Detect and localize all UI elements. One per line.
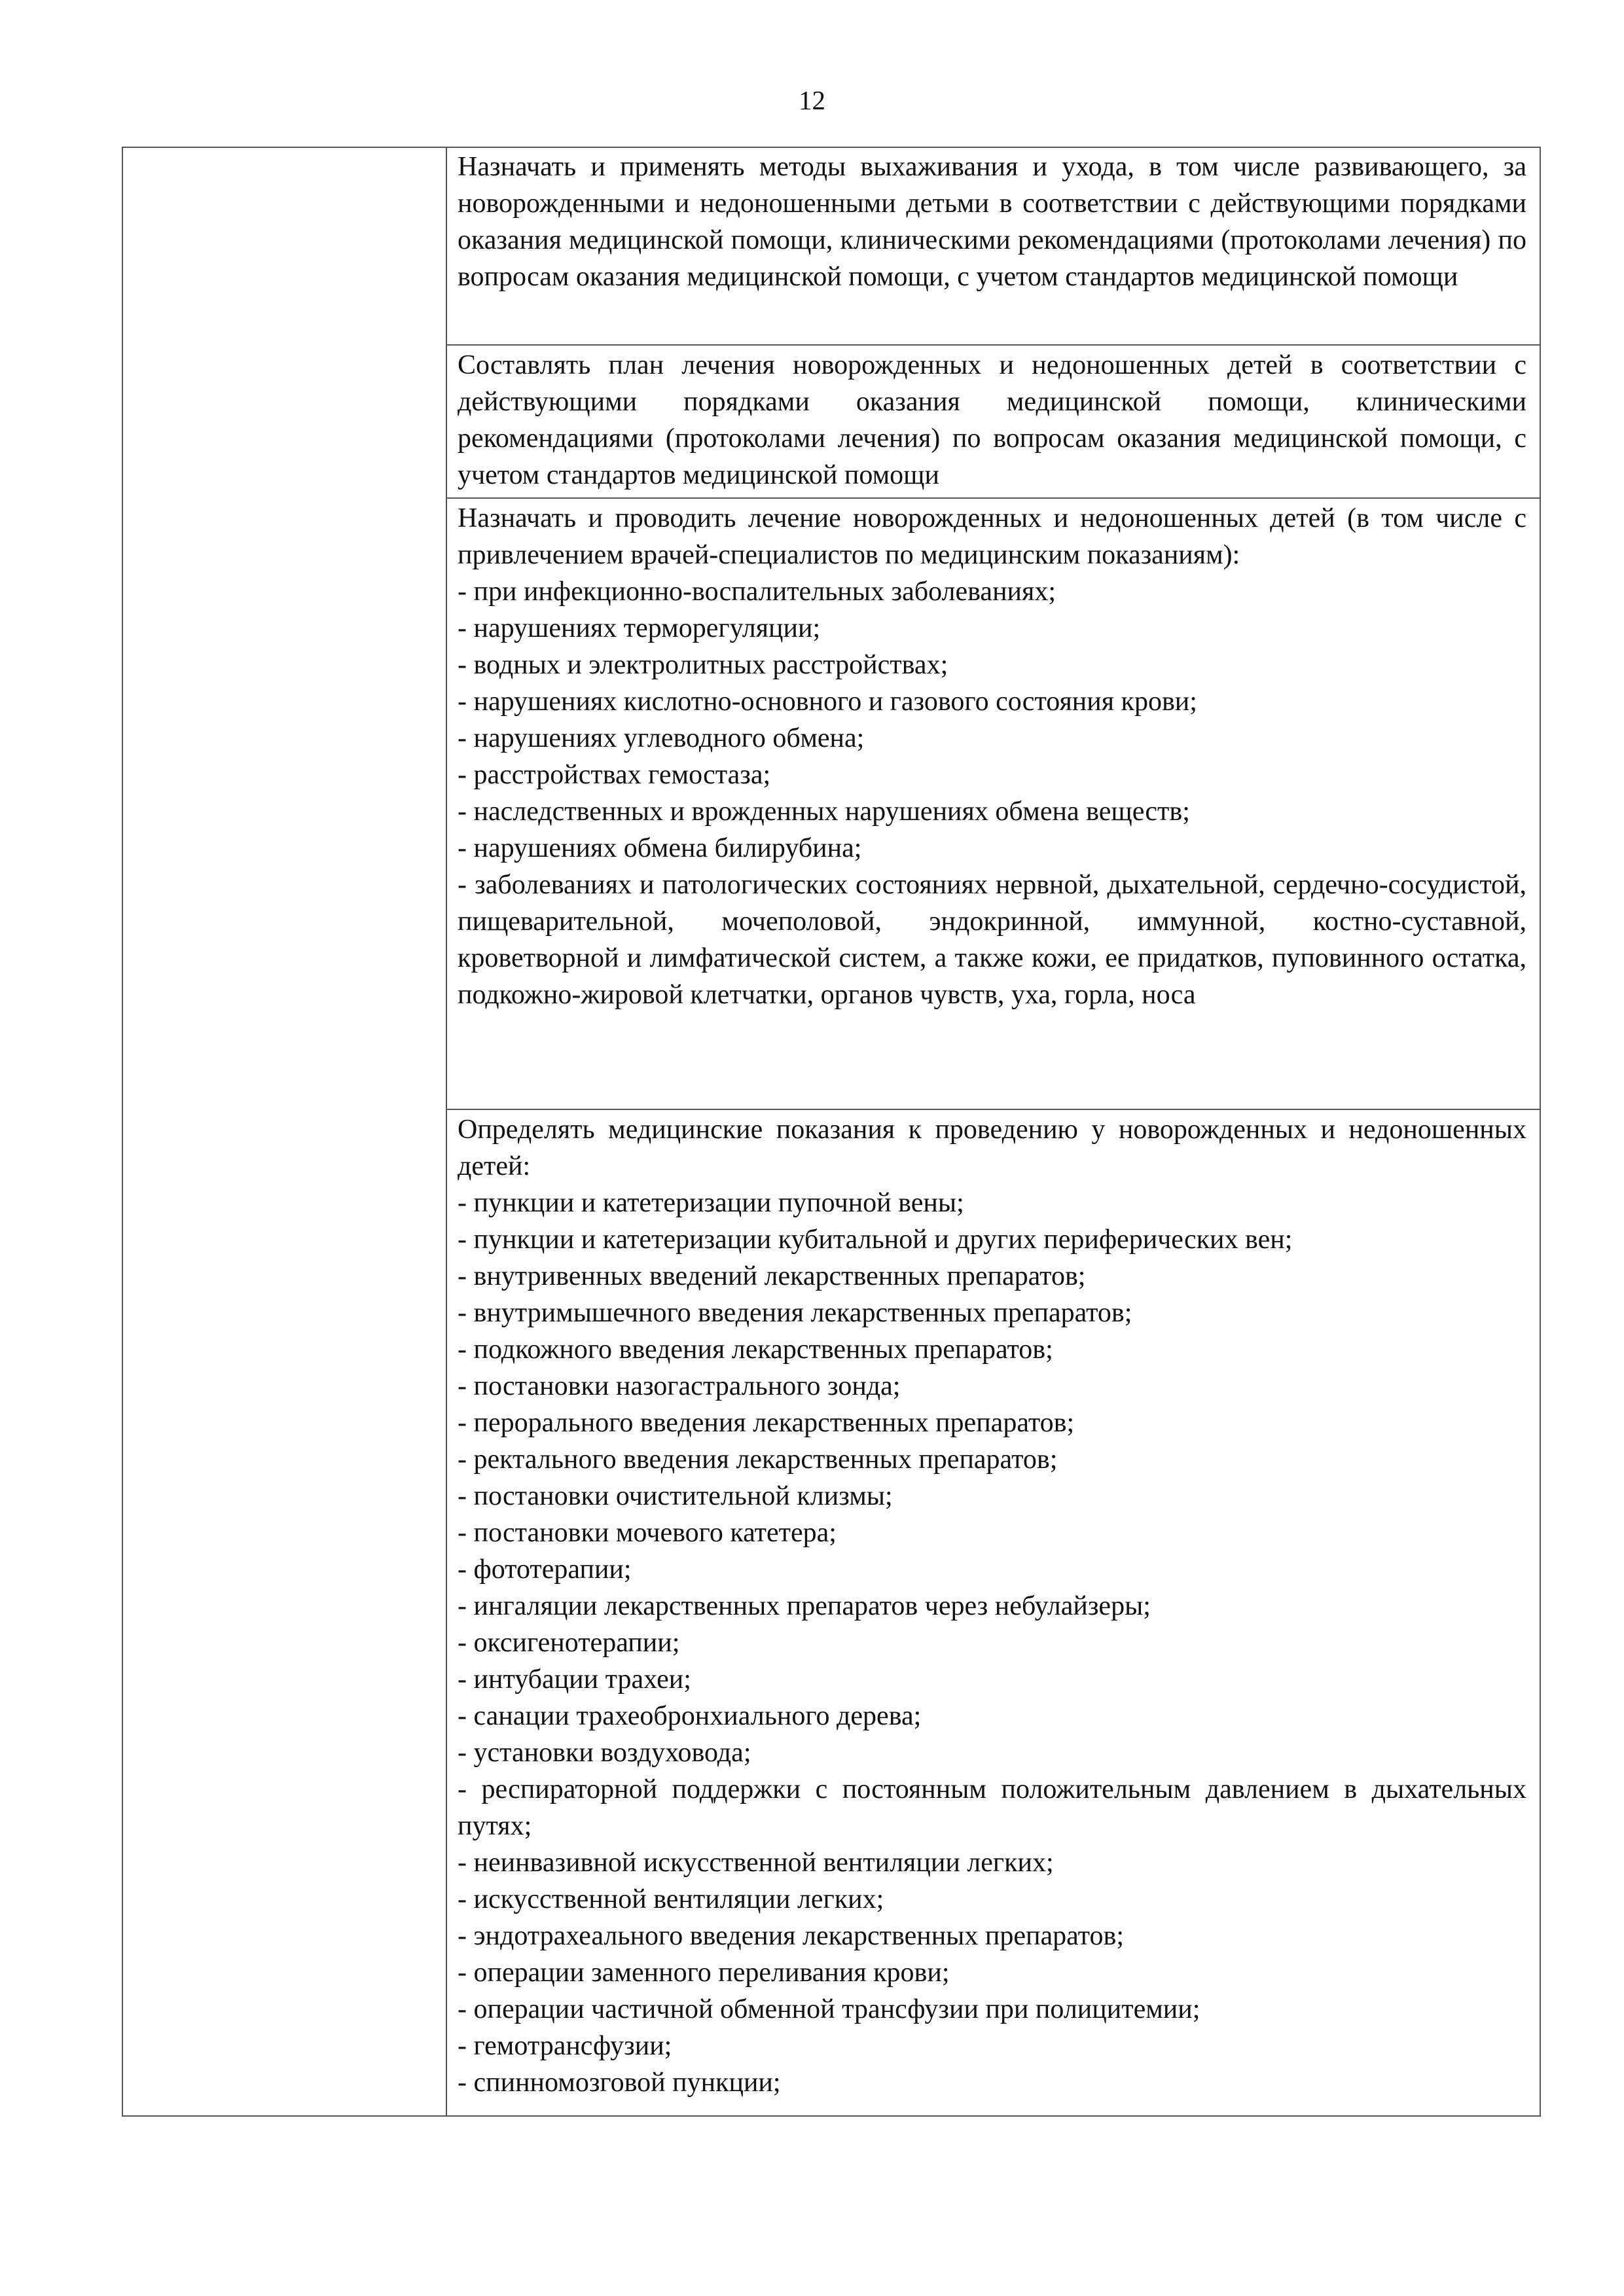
document-table <box>122 147 1541 2117</box>
list-item: - операции заменного переливания крови; <box>458 1958 950 1988</box>
page-number: 12 <box>799 85 825 115</box>
table-right-column <box>447 148 1541 2115</box>
list-item: - искусственной вентиляции легких; <box>458 1884 884 1914</box>
table-row <box>447 148 1541 346</box>
list-item: - эндотрахеального введения лекарственных препаратов; <box>458 1921 1124 1951</box>
list-item: - постановки назогастрального зонда; <box>458 1371 901 1401</box>
table-row <box>447 346 1541 499</box>
list-item: - нарушениях углеводного обмена; <box>458 723 865 753</box>
list-item: - нарушениях обмена билирубина; <box>458 833 862 863</box>
list-item: - пункции и катетеризации кубитальной и других периферических вен; <box>458 1225 1293 1255</box>
row-middle: - респираторной поддержки с постоянным положительным давлением в дыхательных путях; <box>458 1774 1526 1841</box>
list-item: - расстройствах гемостаза; <box>458 760 771 790</box>
list-item: - фототерапии; <box>458 1554 632 1585</box>
row-text: Назначать и применять методы выхаживания и ухода, в том числе развивающего, за новорожденными и недоношенными детьми в соответствии с действующими порядками оказания медицинской помощи, клиническими рекомендациями (протоколами лечения) по вопросам оказания медицинской помощи, с учетом стандартов медицинской помощи <box>458 152 1526 292</box>
list-item: - постановки мочевого катетера; <box>458 1518 837 1548</box>
list-item: - подкожного введения лекарственных препаратов; <box>458 1335 1053 1365</box>
list-item: - неинвазивной искусственной вентиляции легких; <box>458 1848 1054 1878</box>
list-item: - ректального введения лекарственных препаратов; <box>458 1444 1058 1475</box>
list-item: - операции частичной обменной трансфузии при полицитемии; <box>458 1994 1200 2024</box>
list-item: - нарушениях терморегуляции; <box>458 613 821 643</box>
list-item: - при инфекционно-воспалительных заболеваниях; <box>458 577 1056 607</box>
row-outro: - заболеваниях и патологических состояниях нервной, дыхательной, сердечно-сосудистой, пищеварительной, мочеполовой, эндокринной, иммунной, костно-суставной, кроветворной и лимфатической систем, а также кожи, ее придатков, пуповинного остатка, подкожно-жировой клетчатки, органов чувств, уха, горла, носа <box>458 870 1526 1010</box>
list-item: - гемотрансфузии; <box>458 2031 672 2061</box>
list-item: - постановки очистительной клизмы; <box>458 1481 893 1511</box>
list-item: - ингаляции лекарственных препаратов через небулайзеры; <box>458 1591 1151 1621</box>
table-row <box>447 1110 1541 2117</box>
list-item: - внутримышечного введения лекарственных препаратов; <box>458 1298 1132 1328</box>
list-item: - санации трахеобронхиального дерева; <box>458 1701 922 1731</box>
row-intro: Определять медицинские показания к проведению у новорожденных и недоношенных детей: <box>458 1115 1526 1181</box>
list-item: - водных и электролитных расстройствах; <box>458 650 948 680</box>
row-intro: Назначать и проводить лечение новорожденных и недоношенных детей (в том числе с привлечением врачей-специалистов по медицинским показаниям): <box>458 503 1526 570</box>
row-text: Составлять план лечения новорожденных и недоношенных детей в соответствии с действующими порядками оказания медицинской помощи, клиническими рекомендациями (протоколами лечения) по вопросам оказания медицинской помощи, с учетом стандартов медицинской помощи <box>458 350 1526 490</box>
list-item: - пункции и катетеризации пупочной вены; <box>458 1188 964 1218</box>
list-item: - нарушениях кислотно-основного и газового состояния крови; <box>458 687 1197 717</box>
table-row <box>447 499 1541 1110</box>
table-left-column <box>123 148 447 2115</box>
list-item: - интубации трахеи; <box>458 1664 691 1695</box>
list-item: - внутривенных введений лекарственных препаратов; <box>458 1261 1086 1291</box>
list-item: - наследственных и врожденных нарушениях обмена веществ; <box>458 797 1190 827</box>
list-item: - установки воздуховода; <box>458 1738 751 1768</box>
list-item: - оксигенотерапии; <box>458 1628 680 1658</box>
list-item: - спинномозговой пункции; <box>458 2068 781 2098</box>
list-item: - перорального введения лекарственных препаратов; <box>458 1408 1075 1438</box>
